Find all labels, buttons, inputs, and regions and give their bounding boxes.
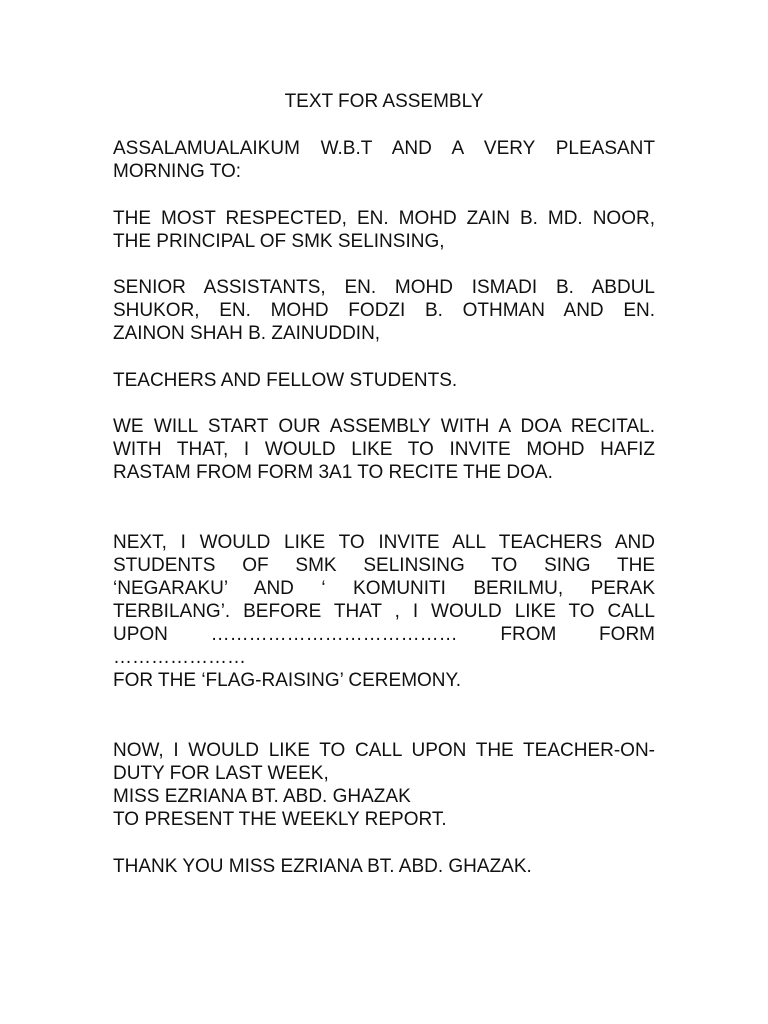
text-line: ZAINON SHAH B. ZAINUDDIN, (113, 323, 381, 344)
paragraph-senior-assistants (113, 276, 655, 345)
text-line: SHUKOR, EN. MOHD FODZI B. OTHMAN AND EN. (113, 300, 655, 321)
text-line: RASTAM FROM FORM 3A1 TO RECITE THE DOA. (113, 462, 553, 483)
text-line: TEACHERS AND FELLOW STUDENTS. (113, 370, 458, 391)
text-line: ‘NEGARAKU’ AND ‘ KOMUNITI BERILMU, PERAK (113, 578, 655, 599)
paragraph-weekly-report (113, 739, 655, 831)
text-line: WE WILL START OUR ASSEMBLY WITH A DOA RECITAL. (113, 416, 655, 437)
text-line: THE PRINCIPAL OF SMK SELINSING, (113, 231, 445, 252)
text-line: THE MOST RESPECTED, EN. MOHD ZAIN B. MD. NOOR, (113, 208, 655, 229)
document-title: TEXT FOR ASSEMBLY (284, 91, 484, 112)
paragraph-doa (113, 415, 655, 484)
text-line: NOW, I WOULD LIKE TO CALL UPON THE TEACHER-ON- (113, 740, 655, 761)
text-line: STUDENTS OF SMK SELINSING TO SING THE (113, 555, 655, 576)
text-line: ………………… (113, 647, 246, 668)
paragraph-anthem (113, 531, 655, 692)
text-line: SENIOR ASSISTANTS, EN. MOHD ISMADI B. ABDUL (113, 277, 655, 298)
text-line: DUTY FOR LAST WEEK, (113, 763, 329, 784)
text-line: NEXT, I WOULD LIKE TO INVITE ALL TEACHERS AND (113, 532, 655, 553)
paragraph-teachers-students (113, 369, 655, 392)
text-line: WITH THAT, I WOULD LIKE TO INVITE MOHD HAFIZ (113, 439, 655, 460)
text-line: UPON ………………………………… FROM FORM (113, 624, 655, 645)
text-line: THANK YOU MISS EZRIANA BT. ABD. GHAZAK. (113, 856, 532, 877)
paragraph-principal (113, 207, 655, 253)
text-line: ASSALAMUALAIKUM W.B.T AND A VERY PLEASANT (113, 138, 655, 159)
text-line: MISS EZRIANA BT. ABD. GHAZAK (113, 786, 411, 807)
text-line: MORNING TO: (113, 161, 242, 182)
text-line: TO PRESENT THE WEEKLY REPORT. (113, 809, 447, 830)
text-line: FOR THE ‘FLAG-RAISING’ CEREMONY. (113, 670, 462, 691)
paragraph-greeting (113, 137, 655, 183)
paragraph-thank-you (113, 855, 655, 878)
text-line: TERBILANG’. BEFORE THAT , I WOULD LIKE TO CALL (113, 601, 655, 622)
